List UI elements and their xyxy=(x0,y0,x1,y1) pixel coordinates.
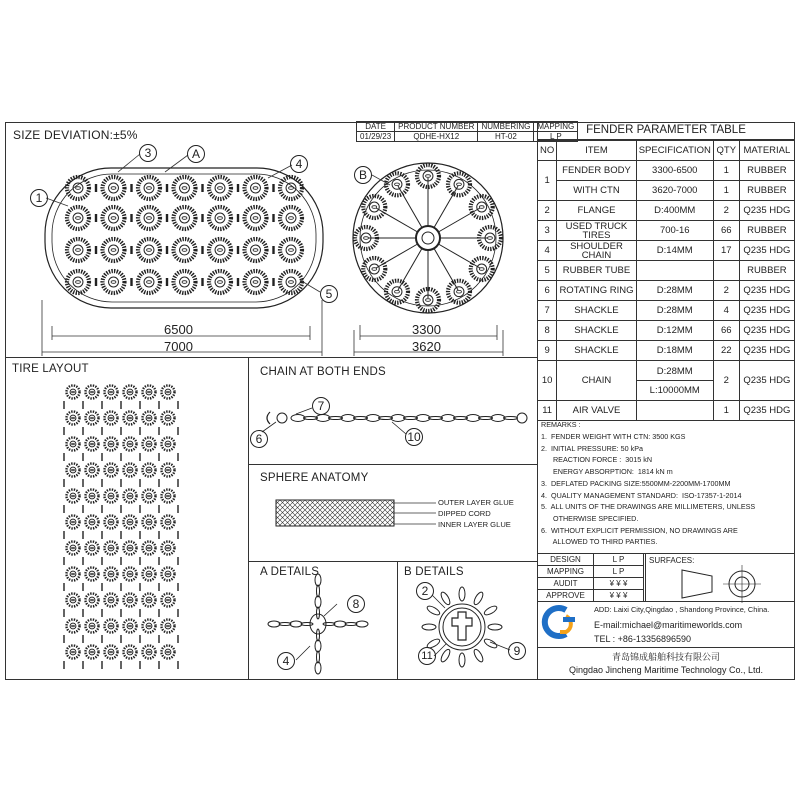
tire-icon xyxy=(162,620,175,633)
layer-outer-glue: OUTER LAYER GLUE xyxy=(438,498,514,507)
tire-icon xyxy=(86,620,99,633)
cell-material: Q235 HDG xyxy=(739,241,794,261)
cell-qty: 2 xyxy=(713,281,739,301)
cell-item: WITH CTN xyxy=(557,181,636,201)
company-email: E-mail:michael@maritimeworlds.com xyxy=(594,620,743,630)
cell-item: CHAIN xyxy=(557,361,636,401)
cell-spec: 700-16 xyxy=(636,221,713,241)
tire-icon xyxy=(138,271,160,293)
remarks-title: REMARKS : xyxy=(541,420,581,429)
cell-qty xyxy=(713,261,739,281)
callout-3: 3 xyxy=(139,144,157,162)
tire-icon xyxy=(86,386,99,399)
callout-5: 5 xyxy=(320,285,338,303)
cell-qty: 2 xyxy=(713,361,739,401)
remark-line: 5. ALL UNITS OF THE DRAWINGS ARE MILLIMETERS, UNLESS xyxy=(541,502,756,512)
table-header-material: MATERIAL xyxy=(739,141,794,161)
tire-icon xyxy=(86,412,99,425)
tire-icon xyxy=(67,207,89,229)
tire-icon xyxy=(105,542,118,555)
tire-icon xyxy=(124,438,137,451)
tire-icon xyxy=(448,281,470,303)
tire-icon xyxy=(67,542,80,555)
tire-icon xyxy=(162,594,175,607)
tire-icon xyxy=(124,620,137,633)
cell-spec: D:14MM xyxy=(636,241,713,261)
callout-8: 8 xyxy=(347,595,365,613)
tire-icon xyxy=(124,594,137,607)
tire-icon xyxy=(143,464,156,477)
callout-9: 9 xyxy=(508,642,526,660)
cell-spec: D:28MM xyxy=(636,301,713,321)
tire-icon xyxy=(105,464,118,477)
tire-icon xyxy=(143,542,156,555)
header-col-product: PRODUCT NUMBER xyxy=(395,122,478,132)
cell-item: FENDER BODY xyxy=(557,161,636,181)
approval-label: APPROVE xyxy=(538,590,594,602)
fender-side-view xyxy=(45,168,323,308)
cell-item: USED TRUCK TIRES xyxy=(557,221,636,241)
tire-icon xyxy=(162,386,175,399)
tire-icon xyxy=(103,207,125,229)
tire-icon xyxy=(86,646,99,659)
cell-material: Q235 HDG xyxy=(739,401,794,421)
table-row xyxy=(538,321,795,341)
tire-icon xyxy=(124,464,137,477)
tire-icon xyxy=(86,542,99,555)
tire-icon xyxy=(143,490,156,503)
tire-icon xyxy=(209,207,231,229)
remark-line: ENERGY ABSORPTION: 1814 kN m xyxy=(541,467,673,477)
header-col-date: DATE xyxy=(357,122,395,132)
a-details-title: A DETAILS xyxy=(260,566,320,578)
company-phone: TEL : +86-13356896590 xyxy=(594,634,691,644)
cell-no: 4 xyxy=(538,241,557,261)
table-row xyxy=(538,161,795,181)
tire-icon xyxy=(67,464,80,477)
table-row xyxy=(538,281,795,301)
table-row xyxy=(538,301,795,321)
tire-layout-title: TIRE LAYOUT xyxy=(12,363,89,375)
tire-icon xyxy=(67,438,80,451)
remark-line: 3. DEFLATED PACKING SIZE:5500MM-2200MM-1700MM xyxy=(541,478,731,488)
table-header-no: NO xyxy=(538,141,557,161)
tire-icon xyxy=(105,594,118,607)
tire-icon xyxy=(138,207,160,229)
tire-icon xyxy=(143,386,156,399)
tire-icon xyxy=(280,239,302,261)
cell-spec: D:28MM L:10000MM xyxy=(636,361,713,401)
approval-row xyxy=(538,554,644,566)
header-val-numbering: HT-02 xyxy=(478,132,534,142)
callout-11: 11 xyxy=(418,647,436,665)
cell-material: RUBBER xyxy=(739,181,794,201)
cell-no: 1 xyxy=(538,161,557,201)
remark-line: 1. FENDER WEIGHT WITH CTN: 3500 KGS xyxy=(541,432,686,441)
cell-spec: 3620-7000 xyxy=(636,181,713,201)
callout-a: A xyxy=(187,145,205,163)
cell-qty: 1 xyxy=(713,401,739,421)
cell-material: Q235 HDG xyxy=(739,361,794,401)
tire-icon xyxy=(105,490,118,503)
cell-spec: D:18MM xyxy=(636,341,713,361)
cell-item: AIR VALVE xyxy=(557,401,636,421)
tire-icon xyxy=(143,412,156,425)
tire-icon xyxy=(471,196,493,218)
divider xyxy=(537,601,795,602)
approval-label: MAPPING xyxy=(538,566,594,578)
tire-icon xyxy=(363,258,385,280)
sphere-anatomy-title: SPHERE ANATOMY xyxy=(260,472,369,484)
cell-no: 7 xyxy=(538,301,557,321)
cell-no: 8 xyxy=(538,321,557,341)
tire-icon xyxy=(67,516,80,529)
chain-ends-title: CHAIN AT BOTH ENDS xyxy=(260,366,386,378)
tire-icon xyxy=(138,177,160,199)
cell-no: 9 xyxy=(538,341,557,361)
tire-icon xyxy=(162,438,175,451)
approval-value: ¥ ¥ ¥ xyxy=(594,590,644,602)
tire-icon xyxy=(245,177,267,199)
table-row xyxy=(538,221,795,241)
callout-10: 10 xyxy=(405,428,423,446)
tire-icon xyxy=(124,490,137,503)
tire-icon xyxy=(67,620,80,633)
table-row xyxy=(538,341,795,361)
cell-spec xyxy=(636,401,713,421)
approval-row xyxy=(538,566,644,578)
parameter-table xyxy=(537,140,795,421)
sphere-layers-drawing xyxy=(276,500,436,526)
table-row xyxy=(538,241,795,261)
tire-icon xyxy=(174,271,196,293)
tire-icon xyxy=(245,207,267,229)
header-col-numbering: NUMBERING xyxy=(478,122,534,132)
table-header-qty: QTY xyxy=(713,141,739,161)
callout-b: B xyxy=(354,166,372,184)
tire-icon xyxy=(124,568,137,581)
table-row xyxy=(538,181,795,201)
tire-icon xyxy=(86,490,99,503)
cell-qty: 66 xyxy=(713,221,739,241)
cell-spec: D:400MM xyxy=(636,201,713,221)
callout-6: 6 xyxy=(250,430,268,448)
tire-icon xyxy=(103,271,125,293)
tire-icon xyxy=(209,177,231,199)
tire-icon xyxy=(143,594,156,607)
callout-4-detail: 4 xyxy=(277,652,295,670)
tire-icon xyxy=(103,239,125,261)
tire-icon xyxy=(280,271,302,293)
tire-icon xyxy=(143,516,156,529)
remark-line: REACTION FORCE : 3015 kN xyxy=(541,455,653,465)
tire-icon xyxy=(67,271,89,293)
callout-4: 4 xyxy=(290,155,308,173)
tire-icon xyxy=(103,177,125,199)
approval-label: DESIGN xyxy=(538,554,594,566)
remark-line: ALLOWED TO THIRD PARTIES. xyxy=(541,537,658,547)
remark-line: 2. INITIAL PRESSURE: 50 kPa xyxy=(541,443,643,453)
tire-icon xyxy=(67,239,89,261)
cell-no: 3 xyxy=(538,221,557,241)
tire-icon xyxy=(174,239,196,261)
cell-item: SHOULDER CHAIN xyxy=(557,241,636,261)
tire-icon xyxy=(162,542,175,555)
cell-material: RUBBER xyxy=(739,221,794,241)
cell-no: 5 xyxy=(538,261,557,281)
cell-no: 2 xyxy=(538,201,557,221)
tire-icon xyxy=(471,258,493,280)
cell-no: 11 xyxy=(538,401,557,421)
tire-layout-grid xyxy=(64,386,178,670)
tire-icon xyxy=(105,438,118,451)
cell-material: Q235 HDG xyxy=(739,341,794,361)
surfaces-label: SURFACES: xyxy=(649,556,695,565)
callout-1: 1 xyxy=(30,189,48,207)
cell-qty: 1 xyxy=(713,161,739,181)
callout-2: 2 xyxy=(416,582,434,600)
tire-icon xyxy=(86,594,99,607)
approval-label: AUDIT xyxy=(538,578,594,590)
table-header-specification: SPECIFICATION xyxy=(636,141,713,161)
tire-icon xyxy=(138,239,160,261)
remarks-list xyxy=(541,431,755,548)
remark-line: OTHERWISE SPECIFIED. xyxy=(541,513,639,523)
approval-value: ¥ ¥ ¥ xyxy=(594,578,644,590)
fender-end-view xyxy=(353,163,503,313)
tire-icon xyxy=(86,516,99,529)
dim-3300: 3300 xyxy=(412,322,441,337)
tire-icon xyxy=(209,271,231,293)
dim-7000: 7000 xyxy=(164,339,193,354)
divider xyxy=(645,553,646,601)
cell-item: SHACKLE xyxy=(557,321,636,341)
tire-icon xyxy=(174,207,196,229)
tire-icon xyxy=(124,386,137,399)
tire-icon xyxy=(143,438,156,451)
cell-qty: 66 xyxy=(713,321,739,341)
tire-icon xyxy=(105,412,118,425)
tire-icon xyxy=(280,207,302,229)
tire-icon xyxy=(124,646,137,659)
layer-inner-glue: INNER LAYER GLUE xyxy=(438,520,511,529)
table-row xyxy=(538,261,795,281)
approval-value: L P xyxy=(594,554,644,566)
tire-icon xyxy=(363,196,385,218)
table-row xyxy=(538,401,795,421)
tire-icon xyxy=(174,177,196,199)
tire-icon xyxy=(86,438,99,451)
dim-6500: 6500 xyxy=(164,322,193,337)
callout-7: 7 xyxy=(312,397,330,415)
cell-no: 6 xyxy=(538,281,557,301)
table-row xyxy=(538,201,795,221)
company-name-en: Qingdao Jincheng Maritime Technology Co., Ltd. xyxy=(569,665,763,675)
tire-icon xyxy=(162,568,175,581)
tire-icon xyxy=(105,620,118,633)
tire-icon xyxy=(67,646,80,659)
tire-icon xyxy=(448,173,470,195)
layer-dipped-cord: DIPPED CORD xyxy=(438,509,491,518)
tire-icon xyxy=(86,568,99,581)
cell-spec xyxy=(636,261,713,281)
company-logo-icon xyxy=(545,608,575,636)
tire-icon xyxy=(124,516,137,529)
cell-qty: 4 xyxy=(713,301,739,321)
tire-icon xyxy=(67,568,80,581)
tire-icon xyxy=(86,464,99,477)
tire-icon xyxy=(143,568,156,581)
header-val-mapping: L P xyxy=(534,132,578,142)
cell-material: RUBBER xyxy=(739,161,794,181)
cell-qty: 17 xyxy=(713,241,739,261)
tire-icon xyxy=(67,594,80,607)
cell-item: ROTATING RING xyxy=(557,281,636,301)
tire-icon xyxy=(162,464,175,477)
approval-table xyxy=(537,553,644,602)
cell-item: SHACKLE xyxy=(557,301,636,321)
tire-icon xyxy=(245,239,267,261)
tire-icon xyxy=(67,386,80,399)
tire-icon xyxy=(105,516,118,529)
cell-spec: D:12MM xyxy=(636,321,713,341)
tire-icon xyxy=(386,281,408,303)
cell-material: Q235 HDG xyxy=(739,201,794,221)
tire-icon xyxy=(105,386,118,399)
cell-qty: 2 xyxy=(713,201,739,221)
tire-icon xyxy=(67,490,80,503)
dim-3620: 3620 xyxy=(412,339,441,354)
cell-spec: D:28MM xyxy=(636,281,713,301)
approval-value: L P xyxy=(594,566,644,578)
cell-item: FLANGE xyxy=(557,201,636,221)
tire-icon xyxy=(280,177,302,199)
tire-icon xyxy=(124,412,137,425)
cell-spec: 3300-6500 xyxy=(636,161,713,181)
tire-icon xyxy=(162,516,175,529)
header-col-mapping: MAPPING xyxy=(534,122,578,132)
cell-material: Q235 HDG xyxy=(739,321,794,341)
divider xyxy=(537,647,795,648)
header-val-product: QDHE-HX12 xyxy=(395,132,478,142)
cell-item: SHACKLE xyxy=(557,341,636,361)
tire-icon xyxy=(162,412,175,425)
company-name-cn: 青岛锦成船舶科技有限公司 xyxy=(611,653,720,663)
tire-icon xyxy=(67,177,89,199)
cell-item: RUBBER TUBE xyxy=(557,261,636,281)
cell-material: RUBBER xyxy=(739,261,794,281)
tire-icon xyxy=(162,490,175,503)
remark-line: 6. WITHOUT EXPLICIT PERMISSION, NO DRAWINGS ARE xyxy=(541,525,738,535)
tire-icon xyxy=(124,542,137,555)
table-row xyxy=(538,361,795,401)
cell-qty: 1 xyxy=(713,181,739,201)
tire-icon xyxy=(143,620,156,633)
cell-material: Q235 HDG xyxy=(739,281,794,301)
company-address: ADD: Laixi City,Qingdao , Shandong Province, China. xyxy=(594,605,770,614)
tire-icon xyxy=(162,646,175,659)
tire-icon xyxy=(67,412,80,425)
surfaces-symbol xyxy=(682,565,761,603)
tire-icon xyxy=(245,271,267,293)
cell-material: Q235 HDG xyxy=(739,301,794,321)
parameter-table-title: FENDER PARAMETER TABLE xyxy=(537,122,795,140)
approval-row xyxy=(538,590,644,602)
b-details-title: B DETAILS xyxy=(404,566,464,578)
table-header-item: ITEM xyxy=(557,141,636,161)
cell-no: 10 xyxy=(538,361,557,401)
remark-line: 4. QUALITY MANAGEMENT STANDARD: ISO-17357-1-2014 xyxy=(541,490,742,500)
size-deviation-title: SIZE DEVIATION:±5% xyxy=(13,128,138,142)
cell-qty: 22 xyxy=(713,341,739,361)
tire-icon xyxy=(143,646,156,659)
header-val-date: 01/29/23 xyxy=(357,132,395,142)
tire-icon xyxy=(105,646,118,659)
tire-icon xyxy=(105,568,118,581)
approval-row xyxy=(538,578,644,590)
end-chain-drawing xyxy=(262,408,527,434)
tire-icon xyxy=(209,239,231,261)
